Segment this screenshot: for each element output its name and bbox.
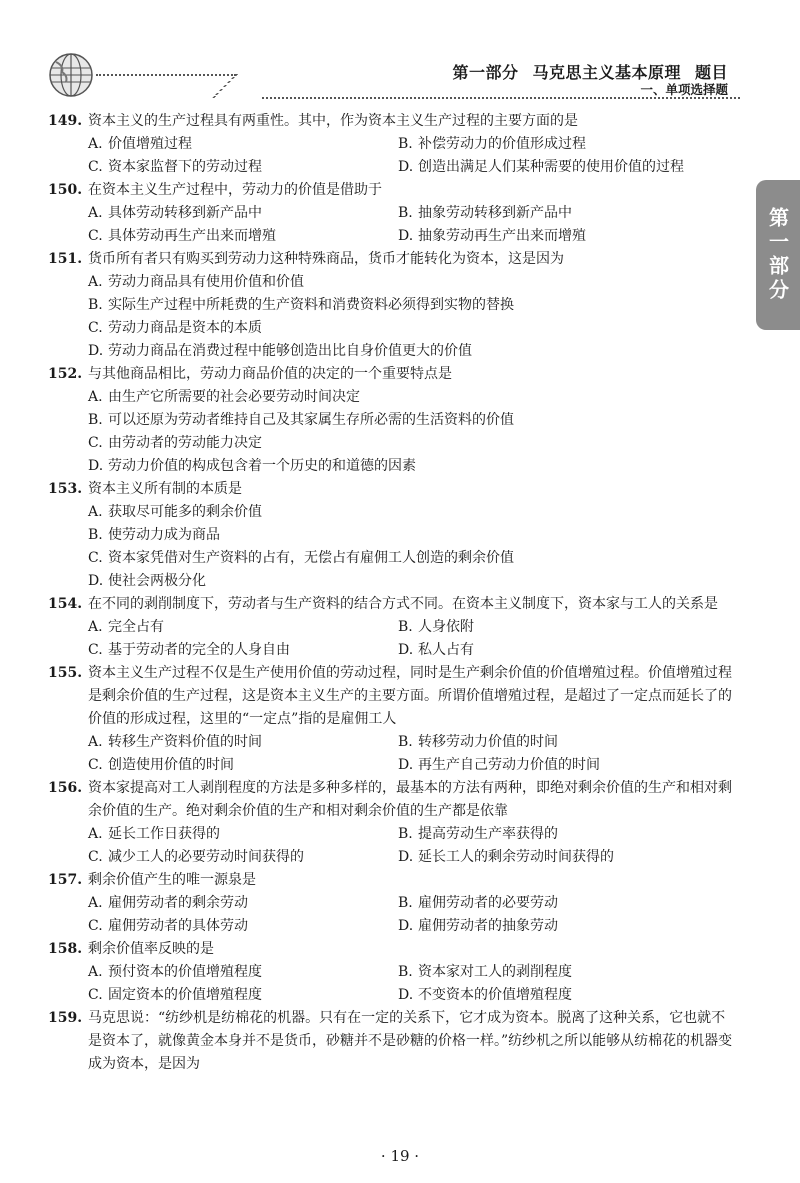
option-text: 雇佣劳动者的抽象劳动 [418, 918, 558, 934]
question-stem: 在不同的剥削制度下，劳动者与生产资料的结合方式不同。在资本主义制度下，资本家与工人的关系是 [88, 596, 718, 612]
question-number: 150. [48, 182, 83, 198]
answer-options [88, 823, 738, 869]
option-label: C. [88, 159, 103, 175]
option-text: 雇佣劳动者的剩余劳动 [108, 895, 248, 911]
option-text: 使社会两极分化 [108, 573, 206, 589]
option-label: A. [88, 136, 103, 152]
answer-option [398, 133, 708, 156]
question-item [48, 1007, 738, 1076]
chapter-side-tab: 第一部分 [756, 180, 800, 330]
answer-option [398, 616, 708, 639]
question-number: 154. [48, 596, 83, 612]
question-stem-row [48, 869, 738, 892]
answer-option [88, 432, 738, 455]
option-text: 由劳动者的劳动能力决定 [108, 435, 262, 451]
option-label: D. [88, 343, 104, 359]
option-label: A. [88, 619, 103, 635]
option-text: 转移劳动力价值的时间 [418, 734, 558, 750]
option-label: D. [398, 228, 414, 244]
option-label: A. [88, 964, 103, 980]
answer-option [88, 156, 398, 179]
answer-option [88, 616, 398, 639]
option-label: A. [88, 895, 103, 911]
option-label: D. [88, 458, 104, 474]
question-stem-row [48, 248, 738, 271]
answer-option [88, 892, 398, 915]
option-label: C. [88, 550, 103, 566]
question-stem: 资本主义所有制的本质是 [88, 481, 242, 497]
question-stem: 在资本主义生产过程中，劳动力的价值是借助于 [88, 182, 382, 198]
answer-option [398, 823, 708, 846]
answer-options [88, 961, 738, 1007]
option-text: 劳动力商品具有使用价值和价值 [108, 274, 304, 290]
option-text: 资本家对工人的剥削程度 [418, 964, 572, 980]
answer-option [398, 915, 708, 938]
answer-option [398, 225, 708, 248]
option-label: C. [88, 435, 103, 451]
answer-option [398, 846, 708, 869]
question-stem-row [48, 662, 738, 731]
option-label: C. [88, 918, 103, 934]
option-text: 可以还原为劳动者维持自己及其家属生存所必需的生活资料的价值 [108, 412, 514, 428]
option-text: 资本家监督下的劳动过程 [108, 159, 262, 175]
option-text: 预付资本的价值增殖程度 [108, 964, 262, 980]
option-label: A. [88, 205, 103, 221]
question-stem: 剩余价值产生的唯一源泉是 [88, 872, 256, 888]
answer-option [398, 156, 708, 179]
answer-option [88, 731, 398, 754]
option-text: 抽象劳动转移到新产品中 [418, 205, 572, 221]
option-label: B. [88, 527, 103, 543]
option-text: 固定资本的价值增殖程度 [108, 987, 262, 1003]
option-text: 减少工人的必要劳动时间获得的 [108, 849, 304, 865]
option-text: 资本家凭借对生产资料的占有，无偿占有雇佣工人创造的剩余价值 [108, 550, 514, 566]
answer-options [88, 501, 738, 593]
option-label: C. [88, 987, 103, 1003]
option-text: 不变资本的价值增殖程度 [418, 987, 572, 1003]
question-stem: 资本主义的生产过程具有两重性。其中，作为资本主义生产过程的主要方面的是 [88, 113, 578, 129]
option-text: 创造使用价值的时间 [108, 757, 234, 773]
option-text: 实际生产过程中所耗费的生产资料和消费资料必须得到实物的替换 [108, 297, 514, 313]
option-label: A. [88, 504, 103, 520]
answer-option [398, 731, 708, 754]
question-number: 155. [48, 665, 83, 681]
option-label: A. [88, 734, 103, 750]
option-label: C. [88, 849, 103, 865]
header-subject: 马克思主义基本原理 [532, 63, 681, 82]
answer-option [88, 524, 738, 547]
option-text: 完全占有 [108, 619, 164, 635]
question-item [48, 777, 738, 869]
question-number: 149. [48, 113, 83, 129]
option-label: A. [88, 389, 103, 405]
answer-option [88, 133, 398, 156]
question-item [48, 248, 738, 363]
globe-icon [48, 52, 94, 98]
option-label: A. [88, 274, 103, 290]
option-label: C. [88, 757, 103, 773]
option-label: C. [88, 320, 103, 336]
option-label: D. [398, 159, 414, 175]
answer-options [88, 202, 738, 248]
header-section: 题目 [694, 63, 728, 82]
answer-option [88, 547, 738, 570]
answer-option [88, 823, 398, 846]
option-text: 劳动力价值的构成包含着一个历史的和道德的因素 [108, 458, 416, 474]
option-text: 提高劳动生产率获得的 [418, 826, 558, 842]
option-label: B. [88, 412, 103, 428]
option-label: C. [88, 642, 103, 658]
answer-options [88, 731, 738, 777]
question-stem: 货币所有者只有购买到劳动力这种特殊商品，货币才能转化为资本，这是因为 [88, 251, 564, 267]
option-label: C. [88, 228, 103, 244]
option-text: 获取尽可能多的剩余价值 [108, 504, 262, 520]
answer-option [88, 915, 398, 938]
answer-option [88, 846, 398, 869]
answer-option [88, 639, 398, 662]
option-text: 抽象劳动再生产出来而增殖 [418, 228, 586, 244]
answer-option [398, 639, 708, 662]
option-text: 使劳动力成为商品 [108, 527, 220, 543]
option-text: 劳动力商品是资本的本质 [108, 320, 262, 336]
answer-option [88, 271, 738, 294]
answer-option [88, 570, 738, 593]
question-stem-row [48, 179, 738, 202]
option-text: 基于劳动者的完全的人身自由 [108, 642, 290, 658]
question-number: 157. [48, 872, 83, 888]
option-text: 转移生产资料价值的时间 [108, 734, 262, 750]
question-number: 159. [48, 1010, 83, 1026]
option-label: B. [398, 136, 413, 152]
option-text: 具体劳动转移到新产品中 [108, 205, 262, 221]
question-item [48, 869, 738, 938]
question-item [48, 662, 738, 777]
question-number: 153. [48, 481, 83, 497]
question-number: 158. [48, 941, 83, 957]
header-part: 第一部分 [452, 63, 519, 82]
question-stem-row [48, 593, 738, 616]
question-item [48, 478, 738, 593]
question-stem: 剩余价值率反映的是 [88, 941, 214, 957]
question-item [48, 179, 738, 248]
answer-options [88, 892, 738, 938]
answer-option [88, 202, 398, 225]
question-item [48, 593, 738, 662]
option-text: 延长工作日获得的 [108, 826, 220, 842]
question-item [48, 110, 738, 179]
option-label: A. [88, 826, 103, 842]
answer-option [398, 892, 708, 915]
header-subtitle: 一、单项选择题 [640, 82, 728, 97]
question-stem-row [48, 363, 738, 386]
option-label: B. [398, 619, 413, 635]
question-stem-row [48, 110, 738, 133]
option-text: 延长工人的剩余劳动时间获得的 [418, 849, 614, 865]
option-text: 雇佣劳动者的具体劳动 [108, 918, 248, 934]
option-label: D. [398, 849, 414, 865]
answer-option [398, 754, 708, 777]
answer-option [88, 225, 398, 248]
option-label: B. [88, 297, 103, 313]
answer-option [88, 455, 738, 478]
option-text: 具体劳动再生产出来而增殖 [108, 228, 276, 244]
option-text: 创造出满足人们某种需要的使用价值的过程 [418, 159, 684, 175]
question-stem: 资本家提高对工人剥削程度的方法是多种多样的，最基本的方法有两种，即绝对剩余价值的生产和相对剩余价值的生产。绝对剩余价值的生产和相对剩余价值的生产都是依靠 [88, 780, 732, 819]
header-divider-slant [212, 74, 264, 98]
option-label: B. [398, 734, 413, 750]
answer-option [398, 984, 708, 1007]
option-text: 补偿劳动力的价值形成过程 [418, 136, 586, 152]
answer-options [88, 271, 738, 363]
option-label: D. [398, 757, 414, 773]
page-number: · 19 · [380, 1147, 420, 1165]
question-number: 151. [48, 251, 83, 267]
option-label: B. [398, 895, 413, 911]
question-stem-row [48, 478, 738, 501]
question-item [48, 363, 738, 478]
answer-options [88, 133, 738, 179]
option-label: D. [398, 642, 414, 658]
answer-option [88, 340, 738, 363]
option-text: 雇佣劳动者的必要劳动 [418, 895, 558, 911]
question-number: 152. [48, 366, 83, 382]
question-stem: 与其他商品相比，劳动力商品价值的决定的一个重要特点是 [88, 366, 452, 382]
option-label: B. [398, 826, 413, 842]
answer-options [88, 386, 738, 478]
question-stem-row [48, 938, 738, 961]
answer-option [88, 501, 738, 524]
question-number: 156. [48, 780, 83, 796]
option-label: D. [88, 573, 104, 589]
question-list [48, 110, 738, 1076]
answer-option [88, 317, 738, 340]
answer-option [88, 754, 398, 777]
option-text: 再生产自己劳动力价值的时间 [418, 757, 600, 773]
question-stem: 马克思说：“纺纱机是纺棉花的机器。只有在一定的关系下，它才成为资本。脱离了这种关系，它也就不是资本了，就像黄金本身并不是货币，砂糖并不是砂糖的价格一样。”纺纱机之所以能够从纺棉花的机器变成为资本，是因为 [88, 1010, 733, 1072]
option-label: B. [398, 964, 413, 980]
option-text: 人身依附 [418, 619, 474, 635]
header-divider [96, 74, 236, 76]
answer-option [88, 409, 738, 432]
answer-option [88, 386, 738, 409]
question-stem-row [48, 777, 738, 823]
question-item [48, 938, 738, 1007]
option-text: 价值增殖过程 [108, 136, 192, 152]
option-label: D. [398, 987, 414, 1003]
answer-option [88, 984, 398, 1007]
question-stem-row [48, 1007, 738, 1076]
option-label: D. [398, 918, 414, 934]
answer-option [398, 202, 708, 225]
answer-option [88, 961, 398, 984]
question-stem: 资本主义生产过程不仅是生产使用价值的劳动过程，同时是生产剩余价值的价值增殖过程。价值增殖过程是剩余价值的生产过程，这是资本主义生产的主要方面。所谓价值增殖过程，是超过了一定点而延长了的价值的形成过程，这里的“一定点”指的是雇佣工人 [88, 665, 732, 727]
answer-option [88, 294, 738, 317]
option-label: B. [398, 205, 413, 221]
answer-options [88, 616, 738, 662]
option-text: 由生产它所需要的社会必要劳动时间决定 [108, 389, 360, 405]
option-text: 劳动力商品在消费过程中能够创造出比自身价值更大的价值 [108, 343, 472, 359]
option-text: 私人占有 [418, 642, 474, 658]
answer-option [398, 961, 708, 984]
